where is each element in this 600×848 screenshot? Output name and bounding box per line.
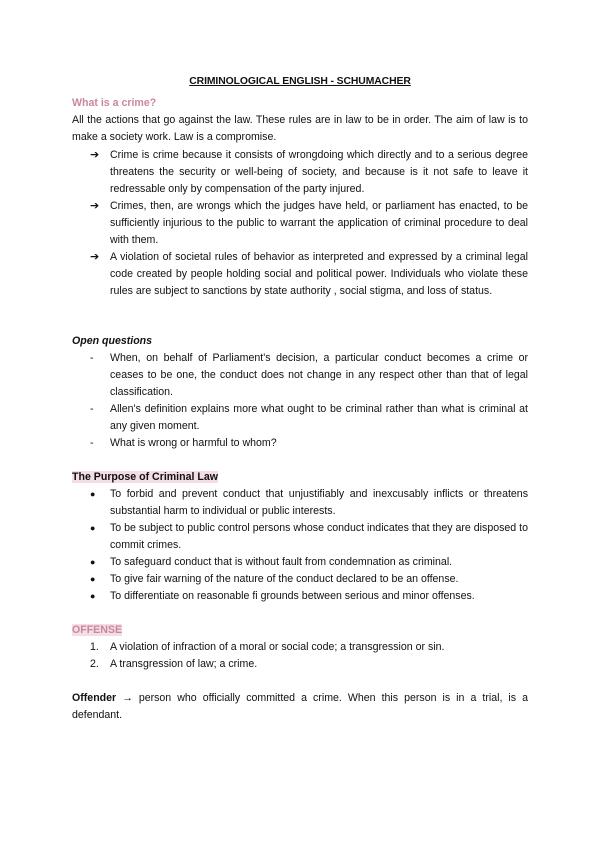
list-item <box>90 571 528 588</box>
right-arrow-icon: → <box>122 692 133 704</box>
list-item <box>90 198 528 249</box>
list-item-text: A transgression of law; a crime. <box>110 658 258 670</box>
what-is-crime-heading: What is a crime? <box>72 97 157 109</box>
list-item <box>90 249 528 300</box>
offense-heading-text: OFFENSE <box>72 624 123 636</box>
list-item-text: A violation of infraction of a moral or social code; a transgression or sin. <box>110 641 445 653</box>
list-item <box>90 401 528 435</box>
dash-marker: - <box>90 352 94 364</box>
list-item-text: To safeguard conduct that is without fault from condemnation as criminal. <box>110 556 453 568</box>
bullet-icon: ● <box>90 557 96 567</box>
purpose-list <box>90 486 528 605</box>
arrow-icon: ➔ <box>90 200 100 212</box>
list-item-text: A violation of societal rules of behavior as interpreted and expressed by a criminal legal code created by people holding social and political power. Individuals who violate these rules are subject to sanctions by state authority , social stigma, and loss of status. <box>110 251 528 297</box>
list-item-text: Allen's definition explains more what ought to be criminal rather than what is criminal at any given moment. <box>110 403 528 432</box>
list-item <box>90 486 528 520</box>
open-questions-heading: Open questions <box>72 335 153 347</box>
list-item <box>90 147 528 198</box>
crime-definition-list <box>90 147 528 300</box>
list-item-text: When, on behalf of Parliament's decision, a particular conduct becomes a crime or ceases to be one, the conduct does not change in any respect other than that of legal classification. <box>110 352 528 398</box>
purpose-heading <box>72 469 218 486</box>
list-item <box>90 588 528 605</box>
dash-marker: - <box>90 437 94 449</box>
list-item-text: Crimes, then, are wrongs which the judges have held, or parliament has enacted, to be sufficiently injurious to the public to warrant the application of criminal procedure to deal with them. <box>110 200 528 246</box>
bullet-icon: ● <box>90 489 96 499</box>
list-number: 1. <box>90 641 99 653</box>
list-item-text: What is wrong or harmful to whom? <box>110 437 277 449</box>
list-item-text: To differentiate on reasonable fi grounds between serious and minor offenses. <box>110 590 475 602</box>
list-number: 2. <box>90 658 99 670</box>
list-item <box>90 639 528 656</box>
offender-definition <box>72 690 528 724</box>
list-item <box>90 656 528 673</box>
list-item-text: Crime is crime because it consists of wrongdoing which directly and to a serious degree threatens the security or well-being of society, and because is it not safe to leave it redressable only by compensation of the party injured. <box>110 149 528 195</box>
offense-list <box>90 639 528 673</box>
open-questions-list <box>90 350 528 452</box>
what-is-crime-intro <box>72 112 528 146</box>
offense-heading <box>72 622 122 639</box>
list-item <box>90 435 528 452</box>
bullet-icon: ● <box>90 574 96 584</box>
list-item <box>90 520 528 554</box>
document-title: CRIMINOLOGICAL ENGLISH - SCHUMACHER <box>189 76 411 87</box>
purpose-heading-text: The Purpose of Criminal Law <box>72 471 218 483</box>
offender-term: Offender <box>72 692 117 704</box>
list-item-text: To give fair warning of the nature of the conduct declared to be an offense. <box>110 573 459 585</box>
list-item-text: To be subject to public control persons whose conduct indicates that they are disposed to commit crimes. <box>110 522 528 551</box>
bullet-icon: ● <box>90 591 96 601</box>
arrow-icon: ➔ <box>90 149 100 161</box>
offender-definition-text: person who officially committed a crime. When this person is in a trial, is a defendant. <box>72 692 528 721</box>
list-item-text: To forbid and prevent conduct that unjustifiably and inexcusably inflicts or threatens substantial harm to individual or public interests. <box>110 488 528 517</box>
list-item <box>90 350 528 401</box>
bullet-icon: ● <box>90 523 96 533</box>
intro-paragraph: All the actions that go against the law. These rules are in law to be in order. The aim of law is to make a society work. Law is a compromise. <box>72 114 528 143</box>
arrow-icon: ➔ <box>90 251 100 263</box>
list-item <box>90 554 528 571</box>
dash-marker: - <box>90 403 94 415</box>
